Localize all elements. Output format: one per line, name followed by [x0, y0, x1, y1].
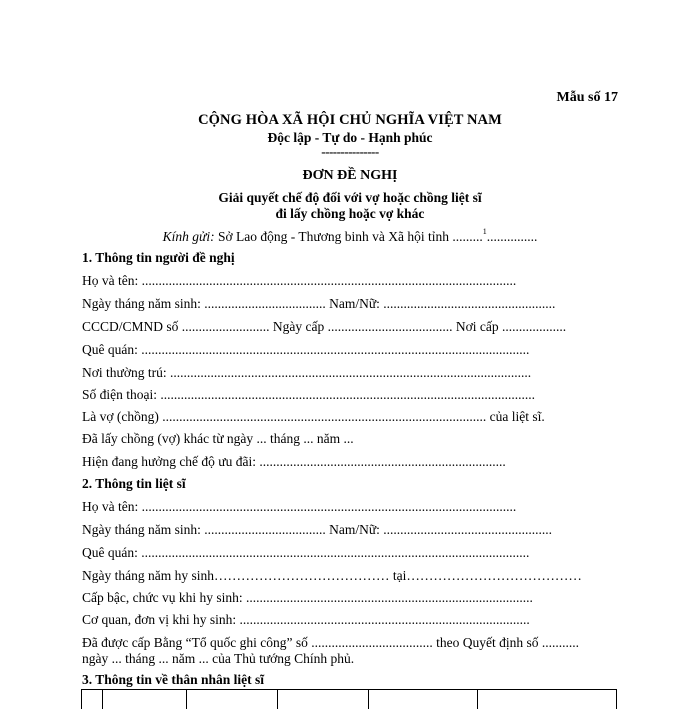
table-cell [82, 690, 103, 709]
document-title: ĐƠN ĐỀ NGHỊ [0, 168, 700, 184]
recipient-label: Kính gửi: [163, 229, 215, 244]
section-2-heading: 2. Thông tin liệt sĩ [82, 476, 186, 492]
table-cell [187, 690, 278, 709]
field-martyr-rank: Cấp bậc, chức vụ khi hy sinh: ..................................................................................... [82, 590, 533, 606]
national-motto: Độc lập - Tự do - Hạnh phúc [0, 130, 700, 146]
field-applicant-relation: Là vợ (chồng) ................................................................................................ của liệt sĩ. [82, 409, 545, 425]
recipient-line [0, 229, 700, 245]
subtitle-line-1: Giải quyết chế độ đối với vợ hoặc chồng liệt sĩ [0, 190, 700, 206]
field-certificate-number: Đã được cấp Bằng “Tổ quốc ghi công” số .................................... theo Quyết định số ........... [82, 635, 579, 651]
field-certificate-date: ngày ... tháng ... năm ... của Thủ tướng Chính phủ. [82, 651, 354, 667]
section-3-heading: 3. Thông tin về thân nhân liệt sĩ [82, 672, 264, 688]
table-cell [478, 690, 617, 709]
field-applicant-dob-gender: Ngày tháng năm sinh: .................................... Nam/Nữ: ................................................... [82, 296, 555, 312]
field-martyr-death-date-place: Ngày tháng năm hy sinh………………………………… tại………………………………… [82, 568, 582, 584]
field-martyr-hometown: Quê quán: ................................................................................................................... [82, 545, 529, 561]
table-cell [278, 690, 369, 709]
field-current-benefits: Hiện đang hưởng chế độ ưu đãi: ......................................................................... [82, 454, 506, 470]
field-applicant-id: CCCD/CMND số .......................... Ngày cấp ..................................... Nơi cấp ................... [82, 319, 566, 335]
field-applicant-phone: Số điện thoại: ............................................................................................................... [82, 387, 535, 403]
section-1-heading: 1. Thông tin người đề nghị [82, 250, 235, 266]
form-code: Mẫu số 17 [557, 90, 618, 106]
subtitle-line-2: đi lấy chồng hoặc vợ khác [0, 206, 700, 222]
field-applicant-name: Họ và tên: ............................................................................................................... [82, 273, 516, 289]
footnote-mark: 1 [483, 227, 487, 236]
recipient-body: Sở Lao động - Thương binh và Xã hội tỉnh ......... [215, 229, 483, 244]
relatives-table [81, 689, 617, 709]
field-martyr-unit: Cơ quan, đơn vị khi hy sinh: ...................................................................................... [82, 612, 530, 628]
document-subtitle [0, 190, 700, 222]
recipient-tail: ............... [487, 229, 538, 244]
table-cell [103, 690, 187, 709]
national-title: CỘNG HÒA XÃ HỘI CHỦ NGHĨA VIỆT NAM [0, 112, 700, 129]
header-divider: --------------- [0, 144, 700, 160]
table-cell [369, 690, 478, 709]
field-remarriage-date: Đã lấy chồng (vợ) khác từ ngày ... tháng ... năm ... [82, 431, 354, 447]
field-applicant-residence: Nơi thường trú: ........................................................................................................... [82, 365, 531, 381]
field-martyr-dob-gender: Ngày tháng năm sinh: .................................... Nam/Nữ: .................................................. [82, 522, 552, 538]
field-applicant-hometown: Quê quán: ................................................................................................................... [82, 342, 529, 358]
field-martyr-name: Họ và tên: ............................................................................................................... [82, 499, 516, 515]
table-row [82, 690, 617, 709]
